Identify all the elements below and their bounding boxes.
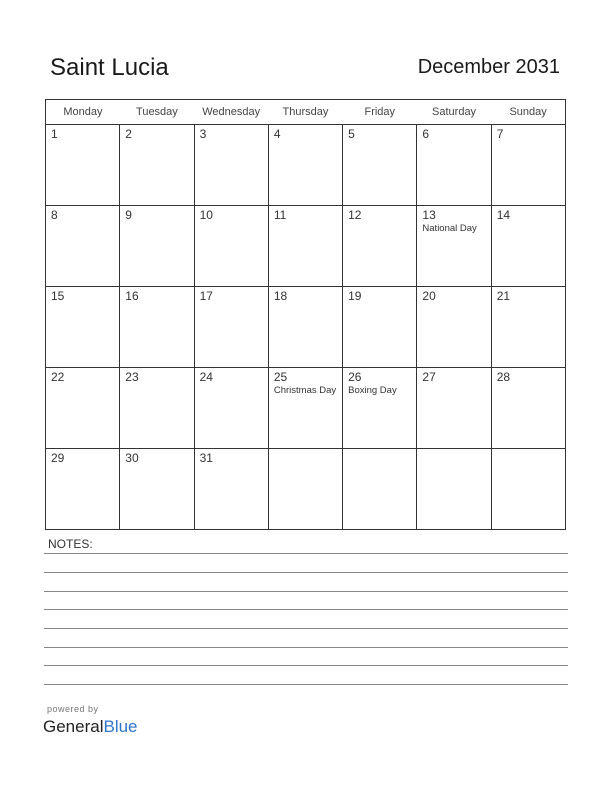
day-cell <box>120 287 194 368</box>
day-cell <box>491 287 565 368</box>
day-cell <box>343 125 417 206</box>
day-number: 14 <box>496 208 511 222</box>
day-number: 3 <box>199 127 207 141</box>
day-cell <box>491 368 565 449</box>
powered-by-text: powered by <box>47 704 99 714</box>
week-row <box>46 287 566 368</box>
day-number: 8 <box>51 208 58 222</box>
day-cell <box>46 287 120 368</box>
day-number: 21 <box>496 289 511 303</box>
day-cell <box>120 449 194 530</box>
day-number: 18 <box>273 289 288 303</box>
day-cell <box>343 368 417 449</box>
day-number: 7 <box>496 127 504 141</box>
notes-line <box>44 684 568 685</box>
day-cell <box>46 125 120 206</box>
week-row <box>46 206 566 287</box>
day-cell <box>194 125 268 206</box>
day-cell <box>417 287 491 368</box>
brand-blue: Blue <box>103 717 138 736</box>
weekday-header: Sunday <box>491 100 565 125</box>
day-number: 28 <box>496 370 511 384</box>
day-cell <box>491 449 565 530</box>
day-number: 26 <box>348 370 362 384</box>
week-row <box>46 368 566 449</box>
day-number: 24 <box>199 370 213 384</box>
weekday-header: Tuesday <box>120 100 194 125</box>
day-number: 22 <box>51 370 65 384</box>
month-year-title: December 2031 <box>417 56 560 78</box>
day-number: 12 <box>348 208 362 222</box>
day-number: 16 <box>125 289 139 303</box>
day-cell <box>194 449 268 530</box>
weekday-header-row <box>46 100 566 125</box>
day-number: 20 <box>422 289 436 303</box>
day-number: 23 <box>125 370 139 384</box>
holiday-label: National Day <box>422 223 477 234</box>
day-cell <box>46 449 120 530</box>
day-cell <box>120 206 194 287</box>
day-number: 2 <box>125 127 132 141</box>
day-cell <box>194 206 268 287</box>
day-cell <box>417 206 491 287</box>
week-row <box>46 449 566 530</box>
calendar-grid <box>45 99 566 530</box>
brand-general: General <box>43 717 104 736</box>
day-cell <box>194 287 268 368</box>
day-cell <box>343 206 417 287</box>
notes-line <box>44 647 568 648</box>
day-number: 11 <box>273 208 287 222</box>
country-title: Saint Lucia <box>50 54 169 81</box>
day-cell <box>120 368 194 449</box>
day-number: 13 <box>422 208 436 222</box>
notes-line <box>44 665 568 666</box>
day-cell <box>491 125 565 206</box>
day-cell <box>417 368 491 449</box>
day-number: 6 <box>422 127 430 141</box>
day-cell <box>268 368 342 449</box>
day-number: 15 <box>51 289 65 303</box>
day-cell <box>417 125 491 206</box>
day-cell <box>343 449 417 530</box>
day-number: 1 <box>51 127 58 141</box>
day-cell <box>491 206 565 287</box>
day-cell <box>268 125 342 206</box>
day-cell <box>268 287 342 368</box>
weekday-header: Saturday <box>417 100 491 125</box>
weekday-header: Friday <box>343 100 417 125</box>
day-cell <box>268 449 342 530</box>
week-row <box>46 125 566 206</box>
day-number: 25 <box>273 370 288 384</box>
notes-line <box>44 572 568 573</box>
day-number: 27 <box>422 370 436 384</box>
day-number: 4 <box>273 127 281 141</box>
notes-line <box>44 628 568 629</box>
day-number: 17 <box>199 289 213 303</box>
notes-line <box>44 591 568 592</box>
generalblue-logo[interactable] <box>43 717 138 737</box>
day-number: 29 <box>51 451 65 465</box>
day-number: 19 <box>348 289 362 303</box>
day-number: 9 <box>125 208 132 222</box>
day-cell <box>343 287 417 368</box>
notes-line <box>44 609 568 610</box>
weekday-header: Monday <box>46 100 120 125</box>
day-cell <box>120 125 194 206</box>
day-number: 5 <box>348 127 355 141</box>
day-cell <box>268 206 342 287</box>
weekday-header: Thursday <box>268 100 342 125</box>
day-number: 10 <box>199 208 213 222</box>
day-cell <box>46 368 120 449</box>
weekday-header: Wednesday <box>194 100 268 125</box>
day-cell <box>194 368 268 449</box>
day-number: 31 <box>199 451 213 465</box>
day-cell <box>46 206 120 287</box>
notes-line <box>44 553 568 554</box>
notes-label: NOTES: <box>48 537 93 551</box>
day-number: 30 <box>125 451 139 465</box>
holiday-label: Boxing Day <box>348 385 397 396</box>
day-cell <box>417 449 491 530</box>
holiday-label: Christmas Day <box>273 385 337 396</box>
